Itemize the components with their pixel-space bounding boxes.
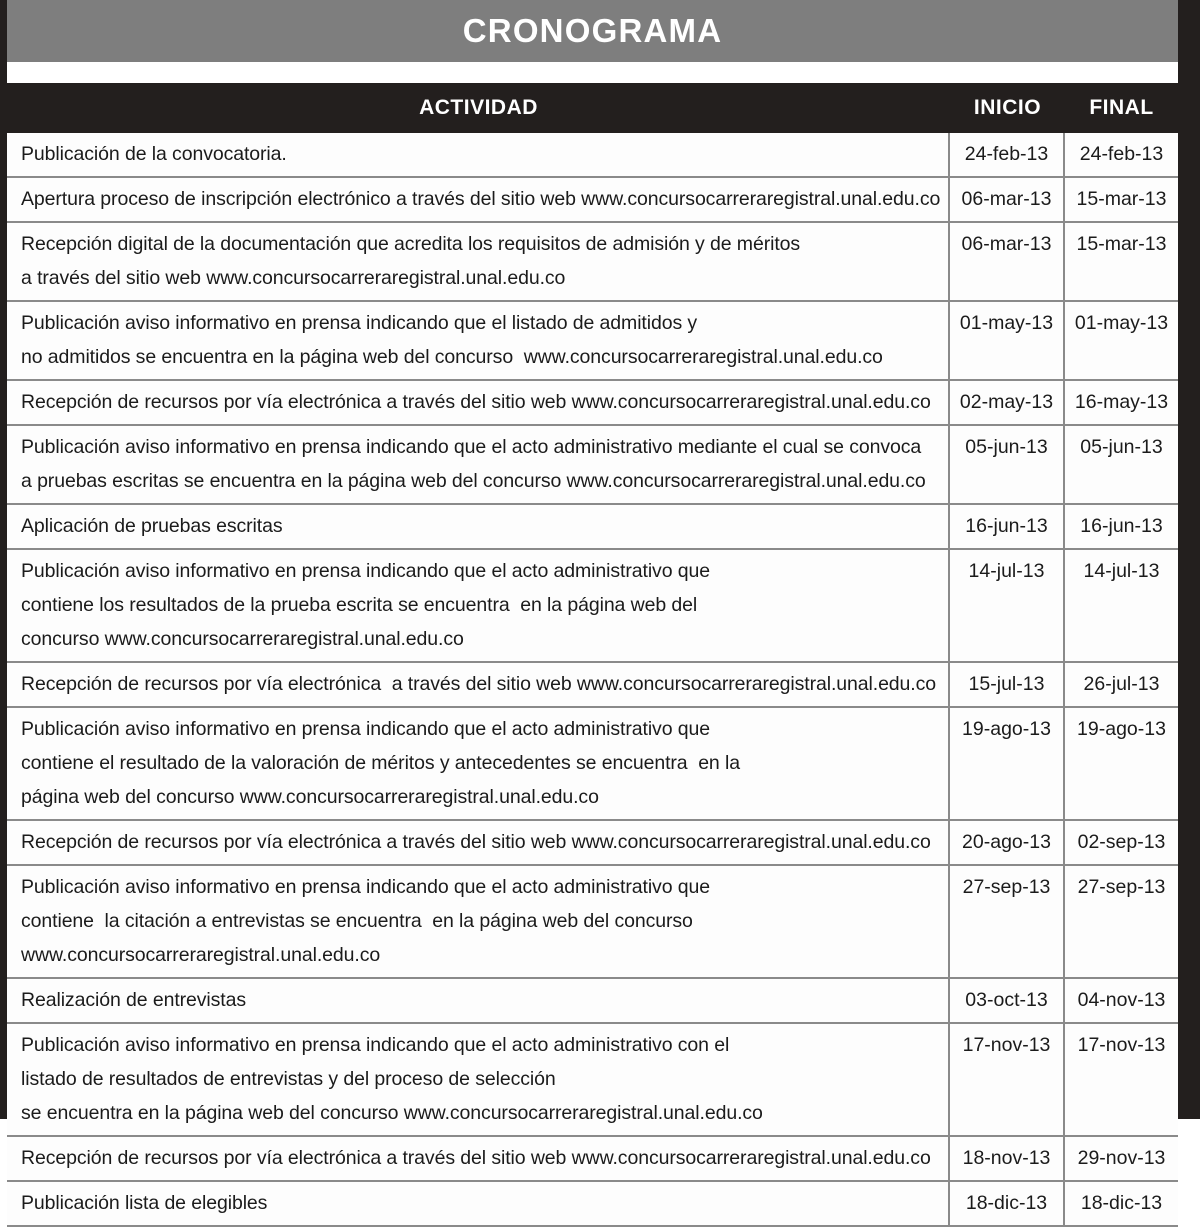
start-date-cell bbox=[950, 302, 1065, 379]
table-row bbox=[7, 708, 1178, 821]
start-date-cell bbox=[950, 426, 1065, 503]
activity-line: Publicación lista de elegibles bbox=[21, 1192, 268, 1214]
table-row bbox=[7, 381, 1178, 426]
end-date-cell bbox=[1065, 178, 1178, 221]
end-date-cell bbox=[1065, 505, 1178, 548]
activity-cell bbox=[7, 505, 950, 548]
activity-line: Publicación aviso informativo en prensa indicando que el acto administrativo que bbox=[21, 876, 710, 898]
activity-cell bbox=[7, 550, 950, 661]
end-date-value: 24-feb-13 bbox=[1079, 143, 1164, 165]
end-date-cell bbox=[1065, 426, 1178, 503]
table-row bbox=[7, 821, 1178, 866]
end-date-value: 26-jul-13 bbox=[1083, 673, 1160, 695]
start-date-value: 24-feb-13 bbox=[964, 143, 1049, 165]
activity-cell bbox=[7, 178, 950, 221]
activity-line: Publicación aviso informativo en prensa indicando que el acto administrativo con el bbox=[21, 1034, 730, 1056]
activity-cell bbox=[7, 381, 950, 424]
activity-cell bbox=[7, 821, 950, 864]
start-date-cell bbox=[950, 381, 1065, 424]
start-date-cell bbox=[950, 821, 1065, 864]
start-date-cell bbox=[950, 1024, 1065, 1135]
start-date-value: 16-jun-13 bbox=[965, 515, 1048, 537]
start-date-value: 14-jul-13 bbox=[968, 560, 1045, 582]
activity-line: Realización de entrevistas bbox=[21, 989, 247, 1011]
column-header-actividad: ACTIVIDAD bbox=[419, 96, 538, 119]
end-date-value: 05-jun-13 bbox=[1080, 436, 1163, 458]
end-date-cell bbox=[1065, 550, 1178, 661]
start-date-value: 18-dic-13 bbox=[965, 1192, 1048, 1214]
activity-line: Apertura proceso de inscripción electrónico a través del sitio web www.concursocarreraregistral.unal.edu.co bbox=[21, 188, 941, 210]
activity-line: a través del sitio web www.concursocarreraregistral.unal.edu.co bbox=[21, 267, 566, 289]
activity-line: Publicación de la convocatoria. bbox=[21, 143, 287, 165]
end-date-value: 15-mar-13 bbox=[1076, 188, 1167, 210]
end-date-cell bbox=[1065, 866, 1178, 977]
end-date-cell bbox=[1065, 1024, 1178, 1135]
activity-cell bbox=[7, 1024, 950, 1135]
activity-cell bbox=[7, 302, 950, 379]
document-title-banner bbox=[7, 0, 1178, 62]
end-date-cell bbox=[1065, 133, 1178, 176]
activity-line: se encuentra en la página web del concurso www.concursocarreraregistral.unal.edu.co bbox=[21, 1102, 763, 1124]
table-row bbox=[7, 550, 1178, 663]
table-row bbox=[7, 866, 1178, 979]
table-row bbox=[7, 1024, 1178, 1137]
end-date-cell bbox=[1065, 1182, 1178, 1225]
start-date-cell bbox=[950, 505, 1065, 548]
activity-line: listado de resultados de entrevistas y del proceso de selección bbox=[21, 1068, 556, 1090]
activity-cell bbox=[7, 223, 950, 300]
end-date-cell bbox=[1065, 1137, 1178, 1180]
end-date-cell bbox=[1065, 381, 1178, 424]
end-date-value: 14-jul-13 bbox=[1083, 560, 1160, 582]
activity-line: Publicación aviso informativo en prensa indicando que el acto administrativo mediante el cual se convoca bbox=[21, 436, 922, 458]
start-date-value: 01-may-13 bbox=[959, 312, 1054, 334]
table-row bbox=[7, 1137, 1178, 1182]
activity-line: Aplicación de pruebas escritas bbox=[21, 515, 283, 537]
start-date-cell bbox=[950, 133, 1065, 176]
start-date-value: 15-jul-13 bbox=[968, 673, 1045, 695]
end-date-cell bbox=[1065, 223, 1178, 300]
start-date-cell bbox=[950, 1182, 1065, 1225]
activity-cell bbox=[7, 1137, 950, 1180]
start-date-cell bbox=[950, 550, 1065, 661]
start-date-value: 05-jun-13 bbox=[965, 436, 1048, 458]
table-row bbox=[7, 223, 1178, 302]
activity-line: concurso www.concursocarreraregistral.unal.edu.co bbox=[21, 628, 464, 650]
right-border-bar bbox=[1178, 0, 1200, 1119]
start-date-cell bbox=[950, 663, 1065, 706]
left-border-bar bbox=[0, 0, 7, 1119]
table-row bbox=[7, 302, 1178, 381]
end-date-value: 16-jun-13 bbox=[1080, 515, 1163, 537]
activity-line: a pruebas escritas se encuentra en la página web del concurso www.concursocarreraregistral.unal.edu.co bbox=[21, 470, 926, 492]
start-date-value: 03-oct-13 bbox=[965, 989, 1048, 1011]
start-date-cell bbox=[950, 979, 1065, 1022]
end-date-value: 18-dic-13 bbox=[1080, 1192, 1163, 1214]
end-date-value: 04-nov-13 bbox=[1077, 989, 1166, 1011]
table-row bbox=[7, 979, 1178, 1024]
activity-line: Recepción de recursos por vía electrónica a través del sitio web www.concursocarreraregistral.unal.edu.co bbox=[21, 831, 931, 853]
activity-cell bbox=[7, 866, 950, 977]
activity-cell bbox=[7, 979, 950, 1022]
end-date-value: 16-may-13 bbox=[1074, 391, 1169, 413]
start-date-cell bbox=[950, 1137, 1065, 1180]
end-date-cell bbox=[1065, 708, 1178, 819]
end-date-value: 29-nov-13 bbox=[1077, 1147, 1166, 1169]
activity-cell bbox=[7, 426, 950, 503]
start-date-value: 06-mar-13 bbox=[961, 188, 1052, 210]
table-row bbox=[7, 133, 1178, 178]
end-date-cell bbox=[1065, 302, 1178, 379]
activity-line: contiene los resultados de la prueba escrita se encuentra en la página web del bbox=[21, 594, 698, 616]
table-row bbox=[7, 426, 1178, 505]
activity-cell bbox=[7, 1182, 950, 1225]
start-date-cell bbox=[950, 708, 1065, 819]
table-header-row bbox=[7, 83, 1178, 133]
table-row bbox=[7, 178, 1178, 223]
end-date-cell bbox=[1065, 821, 1178, 864]
start-date-value: 20-ago-13 bbox=[962, 831, 1051, 853]
start-date-value: 18-nov-13 bbox=[962, 1147, 1051, 1169]
activity-line: Recepción de recursos por vía electrónica a través del sitio web www.concursocarreraregistral.unal.edu.co bbox=[21, 1147, 931, 1169]
end-date-value: 15-mar-13 bbox=[1076, 233, 1167, 255]
end-date-value: 01-may-13 bbox=[1074, 312, 1169, 334]
start-date-cell bbox=[950, 866, 1065, 977]
activity-cell bbox=[7, 708, 950, 819]
activity-line: contiene la citación a entrevistas se encuentra en la página web del concurso bbox=[21, 910, 693, 932]
end-date-value: 27-sep-13 bbox=[1077, 876, 1166, 898]
activity-line: Publicación aviso informativo en prensa indicando que el listado de admitidos y bbox=[21, 312, 698, 334]
start-date-value: 27-sep-13 bbox=[962, 876, 1051, 898]
activity-line: Recepción de recursos por vía electrónica a través del sitio web www.concursocarreraregistral.unal.edu.co bbox=[21, 391, 931, 413]
activity-line: Publicación aviso informativo en prensa indicando que el acto administrativo que bbox=[21, 560, 710, 582]
start-date-value: 06-mar-13 bbox=[961, 233, 1052, 255]
start-date-cell bbox=[950, 223, 1065, 300]
activity-line: Recepción digital de la documentación que acredita los requisitos de admisión y de méritos bbox=[21, 233, 801, 255]
activity-line: no admitidos se encuentra en la página web del concurso www.concursocarreraregistral.unal.edu.co bbox=[21, 346, 883, 368]
column-header-final: FINAL bbox=[1089, 96, 1154, 119]
activity-line: www.concursocarreraregistral.unal.edu.co bbox=[21, 944, 381, 966]
start-date-cell bbox=[950, 178, 1065, 221]
activity-line: página web del concurso www.concursocarreraregistral.unal.edu.co bbox=[21, 786, 599, 808]
table-row bbox=[7, 505, 1178, 550]
start-date-value: 17-nov-13 bbox=[962, 1034, 1051, 1056]
activity-line: Publicación aviso informativo en prensa indicando que el acto administrativo que bbox=[21, 718, 710, 740]
end-date-value: 19-ago-13 bbox=[1077, 718, 1166, 740]
table-row bbox=[7, 1182, 1178, 1227]
end-date-value: 17-nov-13 bbox=[1077, 1034, 1166, 1056]
activity-cell bbox=[7, 133, 950, 176]
activity-line: Recepción de recursos por vía electrónica a través del sitio web www.concursocarreraregistral.unal.edu.co bbox=[21, 673, 937, 695]
column-header-inicio: INICIO bbox=[973, 96, 1042, 119]
activity-cell bbox=[7, 663, 950, 706]
page-title: CRONOGRAMA bbox=[462, 11, 723, 49]
banner-header-gap bbox=[7, 62, 1178, 83]
start-date-value: 02-may-13 bbox=[959, 391, 1054, 413]
start-date-value: 19-ago-13 bbox=[962, 718, 1051, 740]
end-date-cell bbox=[1065, 979, 1178, 1022]
table-row bbox=[7, 663, 1178, 708]
schedule-table-body bbox=[7, 133, 1178, 1227]
end-date-value: 02-sep-13 bbox=[1077, 831, 1166, 853]
activity-line: contiene el resultado de la valoración de méritos y antecedentes se encuentra en la bbox=[21, 752, 740, 774]
end-date-cell bbox=[1065, 663, 1178, 706]
